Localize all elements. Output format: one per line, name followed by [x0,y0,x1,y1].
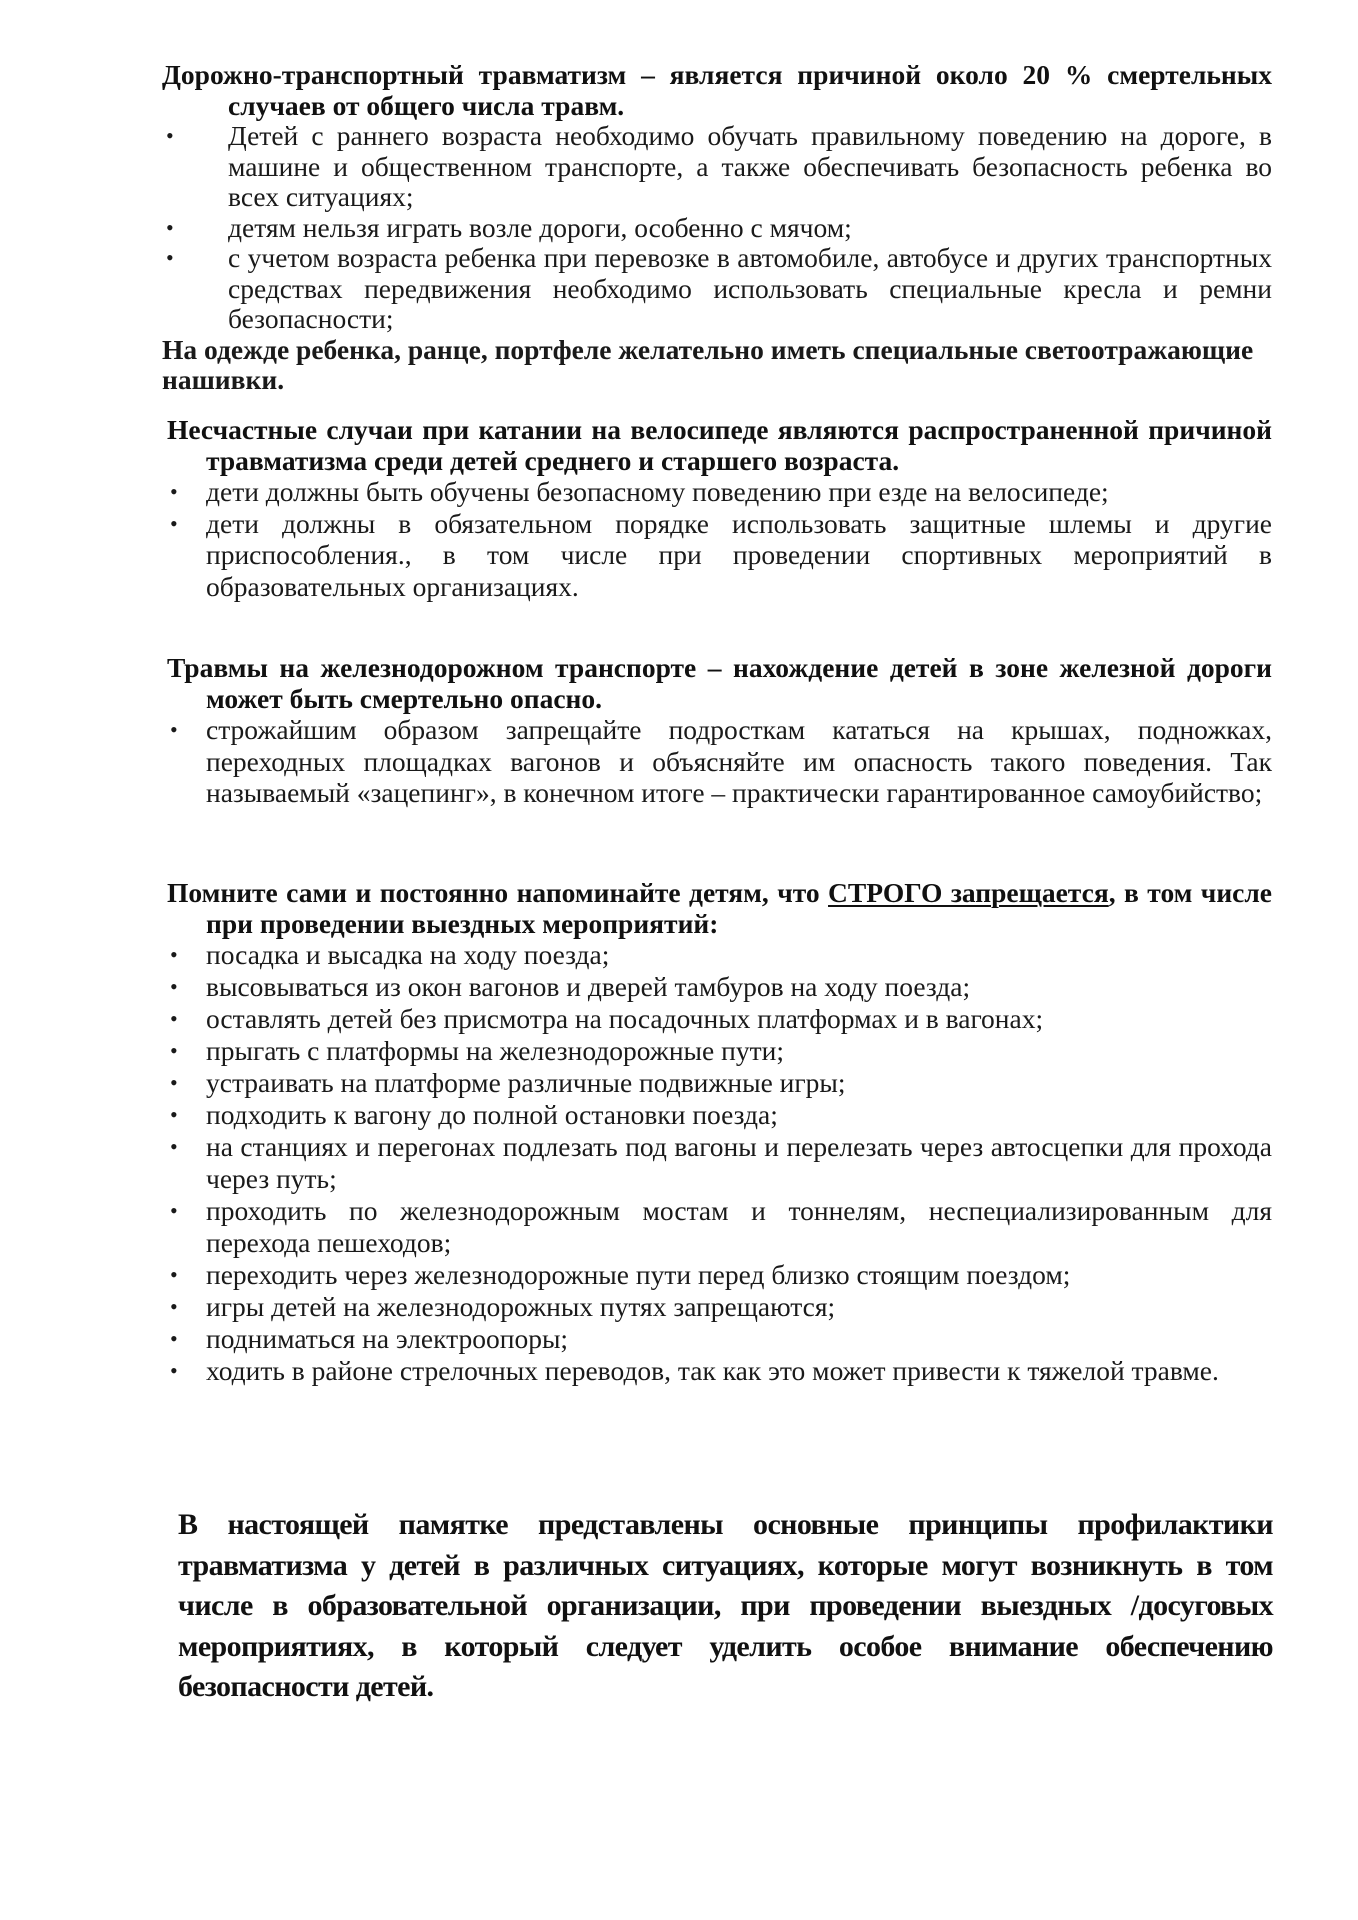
railway-list [167,714,1272,809]
section-prohibited [167,877,1272,1387]
road-traffic-list [162,121,1272,335]
list-item: • проходить по железнодорожным мостам и тоннелям, неспециализированным для перехода пешеходов; [167,1195,1272,1259]
list-item: • Детей с раннего возраста необходимо обучать правильному поведению на дороге, в машине и общественном транспорте, а также обеспечивать безопасность ребенка во всех ситуациях; [162,121,1272,213]
bicycle-list [167,476,1272,602]
section-road-traffic-heading: Дорожно-транспортный травматизм – является причиной около 20 % смертельных случаев от общего числа травм. [162,59,1272,121]
list-item: • на станциях и перегонах подлезать под вагоны и перелезать через автосцепки для прохода через путь; [167,1131,1272,1195]
section-railway [167,653,1272,809]
list-item: • подниматься на электроопоры; [167,1323,1272,1355]
list-item: • подходить к вагону до полной остановки поезда; [167,1099,1272,1131]
list-item: • игры детей на железнодорожных путях запрещаются; [167,1291,1272,1323]
list-item: • строжайшим образом запрещайте подросткам кататься на крышах, подножках, переходных площадках вагонов и объясняйте им опасность такого поведения. Так называемый «зацепинг», в конечном итоге – практически гарантированное самоубийство; [167,714,1272,809]
list-item: • ходить в районе стрелочных переводов, так как это может привести к тяжелой травме. [167,1355,1272,1387]
conclusion-paragraph: В настоящей памятке представлены основные принципы профилактики травматизма у детей в различных ситуациях, которые могут возникнуть в том числе в образовательной организации, при проведении выездных /досуговых мероприятиях, в который следует уделить особое внимание обеспечению безопасности детей. [178,1508,1273,1703]
heading-end: , в том числе при проведении выездных мероприятий: [206,877,1273,939]
section-prohibited-heading [167,877,1272,939]
list-item: • дети должны в обязательном порядке использовать защитные шлемы и другие приспособления., в том числе при проведении спортивных мероприятий в образовательных организациях. [167,508,1272,603]
section-railway-heading: Травмы на железнодорожном транспорте – нахождение детей в зоне железной дороги может быть смертельно опасно. [167,652,1272,714]
list-item: • оставлять детей без присмотра на посадочных платформах и в вагонах; [167,1003,1272,1035]
section-bicycle-heading: Несчастные случаи при катании на велосипеде являются распространенной причиной травматизма среди детей среднего и старшего возраста. [167,414,1272,476]
reflective-patches-note: На одежде ребенка, ранце, портфеле желательно иметь специальные светоотражающие нашивки. [162,333,1254,395]
list-item: • с учетом возраста ребенка при перевозке в автомобиле, автобусе и других транспортных средствах передвижения необходимо использовать специальные кресла и ремни безопасности; [162,243,1272,335]
conclusion-block [178,1505,1273,1708]
list-item: • устраивать на платформе различные подвижные игры; [167,1067,1272,1099]
list-item: • переходить через железнодорожные пути перед близко стоящим поездом; [167,1259,1272,1291]
list-item: • посадка и высадка на ходу поезда; [167,939,1272,971]
strictly-prohibited-emphasis: СТРОГО запрещается [828,877,1109,908]
list-item: • высовываться из окон вагонов и дверей тамбуров на ходу поезда; [167,971,1272,1003]
heading-start: Помните сами и постоянно напоминайте детям, что [167,877,829,908]
section-bicycle [167,415,1272,602]
list-item: • дети должны быть обучены безопасному поведению при езде на велосипеде; [167,476,1272,508]
section-road-traffic [162,60,1272,396]
prohibited-list [167,939,1272,1387]
list-item: • детям нельзя играть возле дороги, особенно с мячом; [162,213,1272,244]
list-item: • прыгать с платформы на железнодорожные пути; [167,1035,1272,1067]
